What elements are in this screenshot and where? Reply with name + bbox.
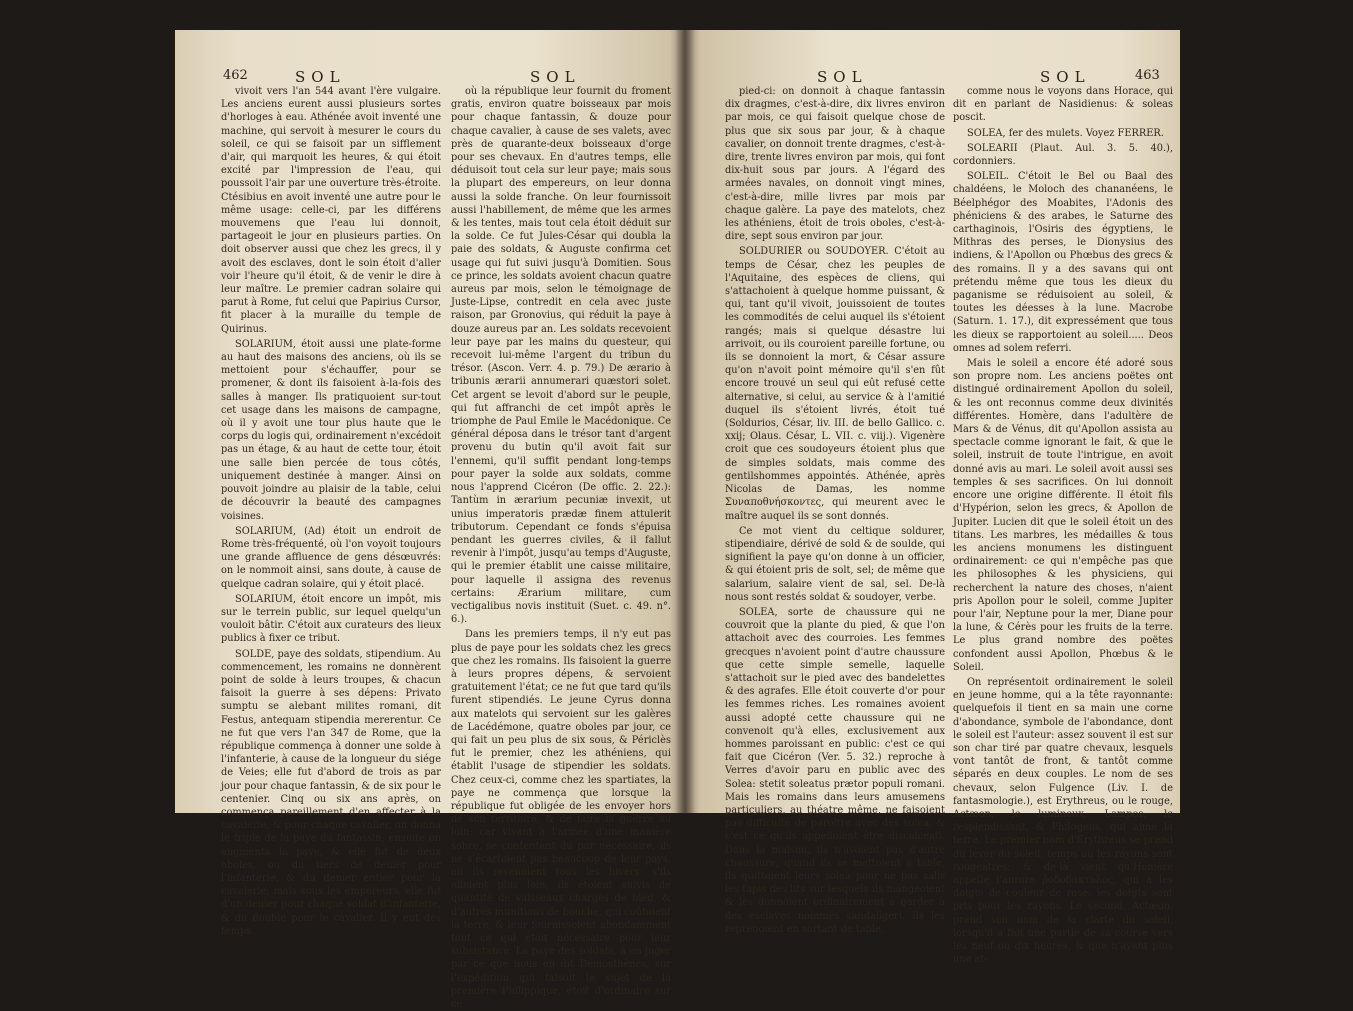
paragraph: Dans les premiers temps, il n'y eut pas plus de paye pour les soldats chez les grecs que chez les romains. Ils faisoient la guerre à leurs propres dépens, & servoient gratuitement l'état; ce ne fut que tard qu'ils furent stipendiés. Le jeune Cyrus donna aux matelots qui servoient sur les galères de Lacédémone, quatre oboles par jour, ce qui fait un peu plus de six sous, & Périclès fut le premier, chez les athéniens, qui établit l'usage de stipendier les soldats. Chez ceux-ci, comme chez les spartiates, la paye ne commença que lorsque la république fut obligée de les envoyer hors de son territoire, & de faire la guerre au loin; car vivant à l'armée d'une manière sobre, se contentant du pur nécessaire, ils ne s'écartoient pas beaucoup de leur pays, où ils revenoient tous les hivers: s'ils alloient plus loin, ils étoient suivis de quantité de vaisseaux chargés de bled, & d'autres munitions de bouche, qui coûtoient la terre, & leur fournissoient abondamment tout ce qui étoit nécessaire pour leur subsistance. La paye des soldats, à en juger par ce que nous en dit Démosthènes, sur l'expédition qui faisoit le sujet de la première Philippique, étoit d'ordinaire sur ce xyxy=(451,629,671,1011)
open-book-spread xyxy=(175,30,1180,1011)
paragraph: SOLARIUM, (Ad) étoit un endroit de Rome très-fréquenté, où l'on voyoit toujours une grande affluence de gens désœuvrés: on le nommoit ainsi, sans doute, à cause de quelque cadran solaire, qui y étoit placé. xyxy=(221,525,441,590)
running-head-left-2: SOL xyxy=(530,68,581,86)
paragraph: SOLDURIER ou SOUDOYER. C'étoit au temps de César, chez les peuples de l'Aquitaine, des espèces de cliens, qui s'attachoient à quelque homme puissant, & qui, tant qu'il vivoit, jouissoient de toutes les commodités de celui auquel ils s'étoient rangés; mais si quelque désastre lui arrivoit, ou ils couroient pareille fortune, ou ils se donnoient la mort, & César assure qu'on n'avoit point mémoire qu'il s'en fût encore trouvé un seul qui eût refusé cette alternative, si celui, au service & à l'amitié duquel ils s'étoient livrés, étoit tué (Soldurios, César, liv. III. de bello Gallico. c. xxij; Olaus. César, L. VII. c. viij.). Vigenère croit que ces soudoyeurs étoient plus que de simples soldats, mais comme des gentilshommes appointés. Athénée, après Nicolas de Damas, les nomme Συναποθνήσκοντες, qui meurent avec le maître auquel ils se sont donnés. xyxy=(725,246,945,522)
left-page-column-2 xyxy=(451,85,671,1011)
paragraph: Ce mot vient du celtique soldurer, stipendiaire, dérivé de sold & de soulde, qui signifient la paye qu'on donne à un officier, & qui étoient pris de solt, sel; de même que salarium, salaire vient de sal, sel. De-là nous sont restés soldat & soudoyer, verbe. xyxy=(725,525,945,603)
paragraph: comme nous le voyons dans Horace, qui dit en parlant de Nasidienus: & soleas poscit. xyxy=(953,86,1173,124)
running-head-left-1: SOL xyxy=(295,68,346,86)
paragraph: où la république leur fournit du froment gratis, environ quatre boisseaux par mois pour chaque fantassin, & douze pour chaque cavalier, à cause de ses valets, avec près de quarante-deux boisseaux d'orge pour ses chevaux. En d'autres temps, elle déduisoit tout cela sur leur paye; mais sous la plupart des empereurs, on leur donna aussi la solde franche. On leur fournissoit aussi l'habillement, de même que les armes & les tentes, mais tout cela étoit déduit sur la solde. Ce fut Jules-César qui doubla la paie des soldats, & Auguste confirma cet usage qui fut suivi jusqu'à Domitien. Sous ce prince, les soldats avoient chacun quatre aureus par mois, selon le témoignage de Juste-Lipse, contredit en cela avec juste raison, par Gronovius, qui réduit la paye à douze aureus par an. Les soldats recevoient leur paye par les mains du questeur, qui recevoit lui-même l'argent du tribun du trésor. (Ascon. Verr. 4. p. 79.) De ærario à tribunis ærarii annumerari quæstori solet. Cet argent se levoit d'abord sur le peuple, qui fut affranchi de cet impôt après le triomphe de Paul Emile le Macédonique. Ce général déposa dans le trésor tant d'argent provenu du butin qu'il avoit fait sur l'ennemi, qu'il suffit pendant long-temps pour payer la solde aux soldats, comme nous l'apprend Cicéron (De offic. 2. 22.): Tantùm in ærarium pecuniæ invexit, ut unius imperatoris prædæ finem attulerit tributorum. Cependant ce fonds s'épuisa pendant les guerres civiles, & il fallut revenir à l'impôt, jusqu'au temps d'Auguste, qui le premier établit une caisse militaire, pour laquelle il assigna des revenus certains: Ærarium militare, cum vectigalibus novis instituit (Suet. c. 49. n°. 6.). xyxy=(451,86,671,626)
paragraph: SOLEA, fer des mulets. Voyez FERRER. xyxy=(967,127,1164,139)
running-head-right-1: SOL xyxy=(817,68,868,86)
running-head-right-2: SOL xyxy=(1040,68,1091,86)
paragraph: SOLARIUM, étoit encore un impôt, mis sur le terrein public, sur lequel quelqu'un vouloit bâtir. C'étoit aux curateurs des lieux publics à fixer ce tribut. xyxy=(221,593,441,645)
paragraph: vivoit vers l'an 544 avant l'ère vulgaire. Les anciens eurent aussi plusieurs sortes d'horloges à eau. Athénée avoit inventé une machine, qui servoit à mesurer le cours du soleil, ce qui se faisoit par un sifflement d'air, qui marquoit les heures, & qui étoit excité par l'impression de l'eau, qui poussoit l'air par une ouverture très-étroite. Ctésibius en avoit inventé une autre pour le même usage: celle-ci, par les différens mouvemens que l'eau lui donnoit, partageoit le jour en plusieurs parties. On doit observer aussi que chez les grecs, il y avoit des esclaves, dont le soin étoit d'aller voir l'heure qu'il étoit, & de venir le dire à leur maître. Le premier cadran solaire qui parut à Rome, fut celui que Papirius Cursor, fit placer à la muraille du temple de Quirinus. xyxy=(221,86,441,335)
right-page-column-2 xyxy=(953,85,1173,966)
paragraph: SOLDE, paye des soldats, stipendium. Au commencement, les romains ne donnèrent point de solde à leurs troupes, & chacun faisoit la guerre à ses dépens: Privato sumptu se alebant milites romani, dit Festus, antequam stipendia mererentur. Ce ne fut que vers l'an 347 de Rome, que la république commença à donner une solde à l'infanterie, à cause de la longueur du siége de Veies; elle fut d'abord de trois as par jour pour chaque fantassin, & de six pour le centenier. Cinq ou six ans après, on commença pareillement d'en affecter à la cavalerie, & pour chaque cavalier, on donna le triple de la paye du fantassin; ensuite on augmenta la paye, & elle fut de deux oboles, ou du tiers de denier pour l'infanterie, & du denier entier pour la cavalerie; mais sous les empereurs, elle fut d'un denier pour chaque soldat d'infanterie, & du double pour le cavalier. Il y eut des temps xyxy=(221,648,441,937)
paragraph: On représentoit ordinairement le soleil en jeune homme, qui a la tête rayonnante: quelquefois il tient en sa main une corne d'abondance, symbole de l'abondance, dont le soleil est l'auteur: assez souvent il est sur son char tiré par quatre chevaux, lesquels vont tantôt de front, & tantôt comme séparés en deux couples. Le nom de ses chevaux, selon Fulgence (Liv. I. de fantasmologie.), est Erythreus, ou le rouge, Actæon, le lumineux, Lampos, le resplendissant, & Philogeus, qui aime la terre. Le premier nom d'Erythreus se prend du lever du soleil, temps où les rayons sont rougeatres; & de-là vient qu'Homère appelle l'aurore ῥοδοδάκτυλος, qui a les doigts de couleur de rose: les doigts sont pris pour les rayons. Le second, Actæon, prend son nom de la clarté du soleil, lorsqu'il a fait une partie de sa course vers les neuf ou dix heures, & que n'ayant plus une at- xyxy=(953,676,1173,966)
left-page xyxy=(175,30,685,1011)
paragraph: SOLARIUM, étoit aussi une plate-forme au haut des maisons des anciens, où ils se mettoient pour s'échauffer, pour se promener, & dont ils faisoient à-la-fois des salles à manger. Ils pratiquoient sur-tout cet usage dans les maisons de campagne, où il y avoit une tour plus haute que le corps du logis qui, ordinairement n'excédoit pas un étage, & au haut de cette tour, étoit une salle bien percée de tous côtés, uniquement destinée à manger. Ainsi on pouvoit joindre au plaisir de la table, celui de découvrir la beauté des campagnes voisines. xyxy=(221,338,441,522)
paragraph: SOLEARII (Plaut. Aul. 3. 5. 40.), cordonniers. xyxy=(953,142,1173,168)
book-gutter xyxy=(675,30,695,813)
paragraph: pied-ci: on donnoit à chaque fantassin dix dragmes, c'est-à-dire, dix livres environ par mois, ce qui faisoit quelque chose de plus que six sous par jour, & à chaque cavalier, on donnoit trente dragmes, c'est-à-dire, trente livres environ par mois, qui font dix-huit sous par jours. A l'égard des armées navales, on donnoit vingt mines, c'est-à-dire, mille livres par mois par chaque galère. La paye des matelots, chez les athéniens, étoit de trois oboles, c'est-à-dire, sept sous environ par jour. xyxy=(725,86,945,243)
right-page-column-1 xyxy=(725,85,945,935)
right-page xyxy=(685,30,1180,966)
paragraph: Mais le soleil a encore été adoré sous son propre nom. Les anciens poëtes ont distingué ordinairement Apollon du soleil, & les ont reconnus comme deux divinités différentes. Homère, dans l'adultère de Mars & de Vénus, dit qu'Apollon assista au spectacle comme ignorant le fait, & que le soleil, instruit de toute l'intrigue, en avoit donné avis au mari. Le soleil avoit aussi ses temples & ses sacrifices. On lui donnoit encore une origine différente. Il étoit fils d'Hypérion, selon les grecs, & Apollon de Jupiter. Lucien dit que le soleil étoit un des titans. Les marbres, les médailles & tous les anciens monumens les distinguent ordinairement: ce qui n'empêche pas que les philosophes & les physiciens, qui recherchent la nature des choses, n'aient pris Apollon pour le soleil, comme Jupiter pour l'air, Neptune pour la mer, Diane pour la lune, & Cérès pour les fruits de la terre. Le plus grand nombre des poëtes confondent aussi Apollon, Phœbus & le Soleil. xyxy=(953,358,1173,673)
paragraph: SOLEA, sorte de chaussure qui ne couvroit que la plante du pied, & que l'on attachoit avec des courroies. Les femmes grecques n'avoient point d'autre chaussure que cette simple semelle, laquelle s'attachoit sur le pied avec des bandelettes & des agrafes. Elle étoit couverte d'or pour les femmes riches. Les romaines avoient aussi adopté cette chaussure qui ne convenoit qu'à elles, exclusivement aux hommes paroissant en public: c'est ce qui fait que Cicéron (Ver. 5. 32.) reproche à Verres d'avoir paru en public avec des Solea: stetit soleatus prætor populi romani. Mais les romains dans leurs amusemens particuliers, au théatre même, ne faisoient pas difficulté de paroître avec des solea, & c'est ce qu'ils appelloient être discalceati. Dans la maison, ils n'avoient pas d'autre chaussure; quand ils se mettoient à table, ils quittoient leurs solea pour ne pas salir les tapis des lits sur lesquels ils mangeoient & les donnoient ordinairement à garder à des esclaves nommés sandaligeri. Ils les reprenoient en sortant de table, xyxy=(725,606,945,935)
paragraph: SOLEIL. C'étoit le Bel ou Baal des chaldéens, le Moloch des chananéens, le Béelphégor des Moabites, l'Adonis des phéniciens & des arabes, le Saturne des carthaginois, l'Osiris des égyptiens, le Mithras des perses, le Dionysius des indiens, & l'Apollon ou Phœbus des grecs & des romains. Il y a des savans qui ont prétendu même que tous les dieux du paganisme se réduisoient au soleil, & toutes les déesses à la lune. Macrobe (Saturn. 1. 17.), dit expressément que tous les dieux se rapportoient au soleil..... Deos omnes ad solem referri. xyxy=(953,171,1173,354)
page-number-left: 462 xyxy=(223,68,248,83)
left-page-column-1 xyxy=(221,85,441,937)
page-number-right: 463 xyxy=(1135,68,1160,83)
